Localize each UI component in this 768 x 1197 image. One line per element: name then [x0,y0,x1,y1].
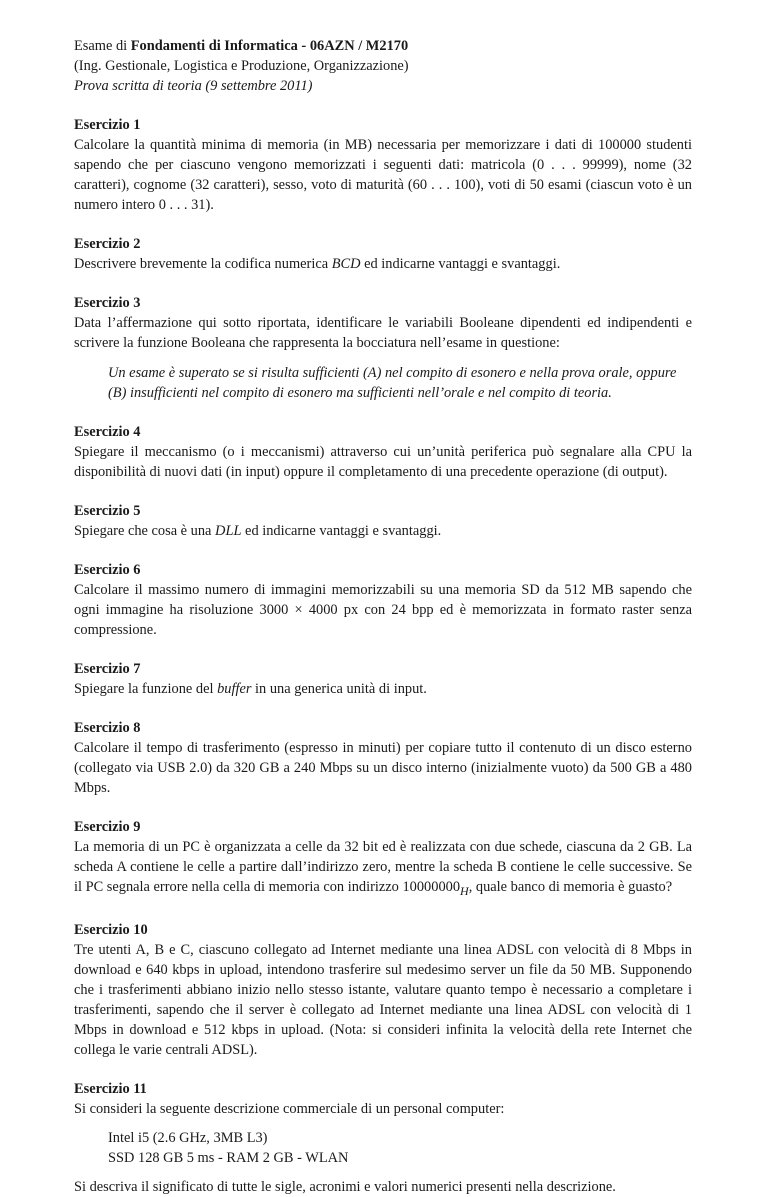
text-part: , quale banco di memoria è guasto? [468,879,673,895]
spec-line: Intel i5 (2.6 GHz, 3MB L3) [108,1129,268,1146]
degree-programs: (Ing. Gestionale, Logistica e Produzione, Organizzazione) [74,58,409,74]
exercise-5 [74,501,692,541]
text-part: ed indicarne vantaggi e svantaggi. [360,256,561,272]
exercise-text: Calcolare la quantità minima di memoria (in MB) necessaria per memorizzare i dati di 100000 studenti sapendo che per ciascuno vengono memorizzati i seguenti dati: matricola (0 . . . 99999), nome (32 caratteri), cognome (32 caratteri), sesso, voto di maturità (60 . . . 100), voti di 50 esami (ciascun voto è un numero intero 0 . . . 31). [74,137,692,213]
exercise-text [74,521,692,541]
text-part: Descrivere brevemente la codifica numerica [74,256,332,272]
exercise-title: Esercizio 11 [74,1080,147,1097]
exercise-title: Esercizio 2 [74,236,141,252]
exercise-title: Esercizio 6 [74,562,141,578]
pc-spec-block [108,1128,692,1168]
exercise-10 [74,920,692,1060]
exercise-11 [74,1079,692,1197]
exercise-title: Esercizio 9 [74,819,141,835]
exam-header [74,36,692,96]
hex-subscript: H [460,883,469,898]
course-name: Fondamenti di Informatica - 06AZN / M2170 [130,38,409,54]
exercise-text: Data l’affermazione qui sotto riportata, identificare le variabili Booleane dipendenti ed indipendenti e scrivere la funzione Booleana che rappresenta la bocciatura nell’esame in questione: [74,315,692,351]
exercise-3 [74,293,692,403]
exercise-8 [74,718,692,798]
quote-line: Un esame è superato se si risulta sufficienti (A) nel compito di esonero e nella prova orale, oppure [108,365,677,381]
exercise-text [74,254,692,274]
italic-term: buffer [217,681,252,697]
exercise-1 [74,115,692,215]
text-part: Spiegare che cosa è una [74,523,216,539]
exercise-2 [74,234,692,274]
text-part: La memoria di un PC è organizzata a celle da 32 bit ed è realizzata con due schede, ciascuna da 2 GB. La scheda A contiene le celle a partire dall’indirizzo zero, mentre la scheda B contiene le celle successive. Se il PC segnala errore nella cella di memoria con indirizzo 10000000 [74,839,692,895]
exercise-text: Si consideri la seguente descrizione commerciale di un personal computer: [74,1100,505,1117]
text-part: ed indicarne vantaggi e svantaggi. [241,523,442,539]
exercise-title: Esercizio 1 [74,117,141,133]
exercise-text [74,837,692,901]
exercise-9 [74,817,692,901]
exercise-6 [74,560,692,640]
exercise-title: Esercizio 7 [74,661,141,677]
exercise-text: Calcolare il tempo di trasferimento (espresso in minuti) per copiare tutto il contenuto di un disco esterno (collegato via USB 2.0) da 320 GB a 240 Mbps su un disco interno (inizialmente vuoto) da 500 GB a 480 Mbps. [74,740,692,796]
text-part: Spiegare la funzione del [74,681,218,697]
exercise-title: Esercizio 8 [74,720,141,736]
exercise-text: Tre utenti A, B e C, ciascuno collegato ad Internet mediante una linea ADSL con velocità di 8 Mbps in download e 640 kbps in upload, intendono trasferire sul medesimo server un file da 50 MB. Supponendo che i trasferimenti abbiano inizio nello stesso istante, valutare quanto tempo è necessario a completare i trasferimenti, sapendo che il server è collegato ad Internet mediante una linea ADSL con velocità di 1 Mbps in download e 512 kbps in upload. (Nota: si consideri infinita la velocità della rete Internet che collega le varie centrali ADSL). [74,941,692,1058]
spec-line: SSD 128 GB 5 ms - RAM 2 GB - WLAN [108,1149,349,1166]
exercise-4 [74,422,692,482]
exercise-text: Si descriva il significato di tutte le sigle, acronimi e valori numerici presenti nella descrizione. [74,1178,616,1195]
exercise-title: Esercizio 5 [74,503,141,519]
italic-term: BCD [331,256,361,272]
italic-term: DLL [215,523,242,539]
exam-date: Prova scritta di teoria (9 settembre 2011) [74,78,313,94]
exercise-7 [74,659,692,699]
exercise-title: Esercizio 4 [74,424,141,440]
quote-line: (B) insufficienti nel compito di esonero ma sufficienti nell’orale e nel compito di teoria. [108,385,612,401]
exercise-text: Calcolare il massimo numero di immagini memorizzabili su una memoria SD da 512 MB sapendo che ogni immagine ha risoluzione 3000 × 4000 px con 24 bpp ed è memorizzata in formato raster senza compressione. [74,582,692,638]
exam-title-prefix: Esame di [74,38,131,54]
exercise-title: Esercizio 3 [74,295,141,311]
exam-subtitle [74,76,692,96]
statement-quote [108,363,692,403]
exercise-title: Esercizio 10 [74,921,148,938]
text-part: in una generica unità di input. [251,681,427,697]
exercise-text [74,679,692,699]
exam-title [74,36,692,56]
exercise-text: Spiegare il meccanismo (o i meccanismi) attraverso cui un’unità periferica può segnalare alla CPU la disponibilità di nuovi dati (in input) oppure il completamento di una precedente operazione (di output). [74,444,692,480]
